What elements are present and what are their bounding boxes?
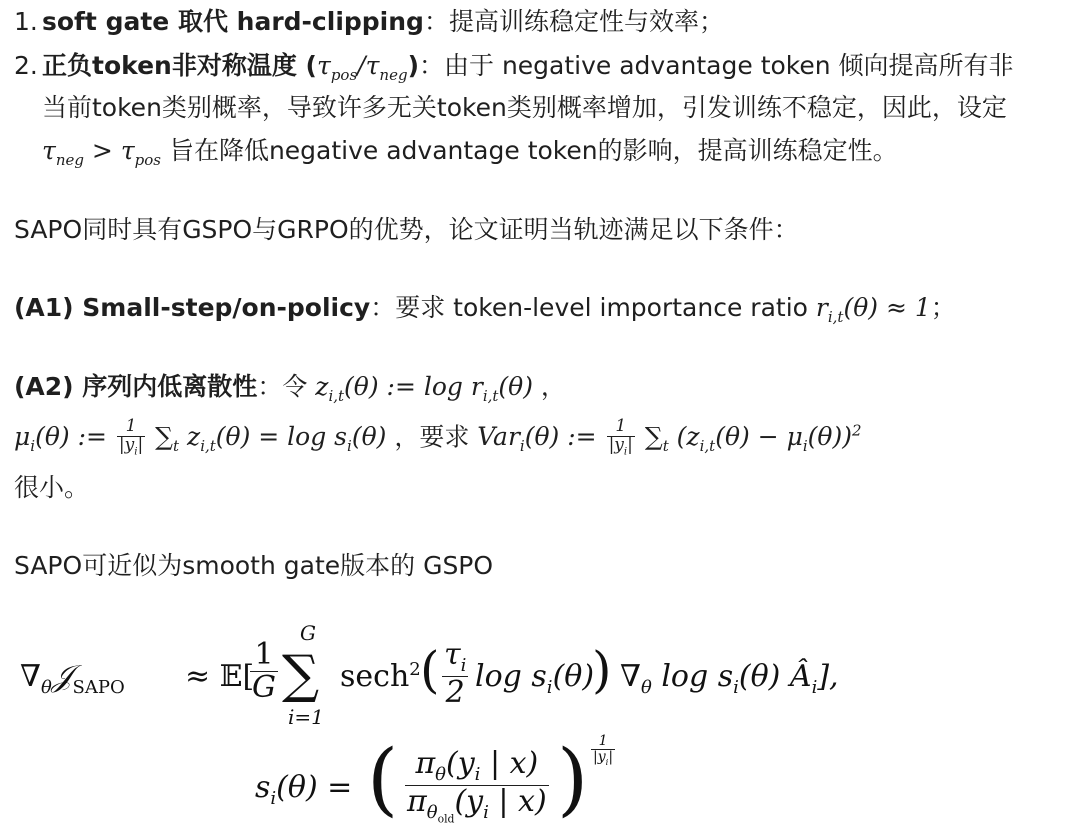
item1-text: ：提高训练稳定性与效率； [423, 7, 724, 36]
condition-a1: (A1) Small-step/on-policy：要求 token-level importance ratio $r_{i,t}(\theta) \approx 1$； [14, 293, 956, 326]
paragraph-sapo-advantages: SAPO同时具有GSPO与GRPO的优势，论文证明当轨迹满足以下条件： [14, 215, 799, 244]
item2-title: 正负token非对称温度 $(\tau_{pos}/\tau_{neg})$ [42, 51, 419, 84]
item2-line2: 当前token类别概率，导致许多无关token类别概率增加，引发训练不稳定，因此，设定 [42, 93, 1007, 122]
paragraph-approx: SAPO可近似为smooth gate版本的 GSPO [14, 551, 494, 580]
list-item-2 [14, 48, 1014, 93]
item2-line3: $\tau_{neg} > \tau_{pos}$ 旨在降低negative advantage token的影响，提高训练稳定性。 [42, 136, 898, 169]
a1-formula: $r_{i,t}(\theta) \approx 1$ [815, 293, 931, 326]
item2-text: ：由于 negative advantage token 倾向提高所有非 [419, 51, 1014, 80]
list-item-1 [14, 4, 724, 40]
tau-inequality: $\tau_{neg} > \tau_{pos}$ [42, 136, 161, 169]
sum-upper: G [300, 621, 316, 645]
condition-a2: (A2) 序列内低离散性：令 $z_{i,t}(\theta)$ := $\log r_{i,t}(\theta)$ ， [14, 372, 566, 405]
a1-title: (A1) Small-step/on-policy [14, 293, 371, 322]
item1-title: soft gate 取代 hard-clipping [42, 7, 424, 36]
list-number: 2. [14, 51, 38, 80]
a2-last: 很小。 [14, 473, 90, 502]
list-number: 1. [14, 7, 38, 36]
a2-def-z: $z_{i,t}(\theta)$ := $\log r_{i,t}(\theta)$ [315, 372, 533, 405]
sum-lower: i=1 [288, 705, 324, 729]
a2-def-mu-var: $\mu_i(\theta)$ := $\frac{1}{|y_i|}$ $\sum_t$ $z_{i,t}(\theta) = \log s_i(\theta)$ ，要求 Var$_i$(θ) := $\frac{1}{|y_i|}$ $\sum_t$ $(z_{i,t}(\theta) - \mu_i(\theta))^2$ [14, 416, 862, 458]
a2-title: (A2) 序列内低离散性 [14, 372, 258, 401]
